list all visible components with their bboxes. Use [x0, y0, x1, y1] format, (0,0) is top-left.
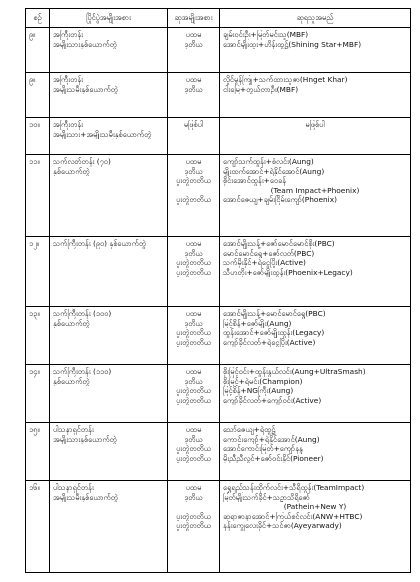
table-row	[26, 423, 411, 481]
row-number: ၉။	[26, 28, 50, 73]
event-name-line: သက်ကြီးတန်း (၉၀) နှစ်ယောက်တွဲ	[53, 239, 147, 248]
winner-cell	[220, 237, 411, 307]
row-number: ၁၃။	[26, 307, 50, 365]
event-cell	[50, 118, 168, 155]
winner-name: ထွန်းအောင်+ဇော်မျိုးထွန်း(Legacy)	[223, 328, 325, 338]
place-label: ပထမ	[185, 309, 202, 318]
place-cell	[168, 28, 220, 73]
place-label: ပူးတွဲတတိယ	[176, 395, 211, 405]
winner-name: စိုးမြင့်+ရဲမင်း(Champion)	[223, 376, 303, 386]
place-label: ပူးတွဲတတိယ	[176, 328, 211, 338]
event-name-line: အကြီးတန်း	[53, 30, 84, 39]
place-cell	[168, 365, 220, 423]
event-cell	[50, 307, 168, 365]
winner-name: ကောင်းကျော်+ရဲနိုင်အောင်(Aung)	[223, 434, 320, 444]
event-name-line: အမျိုးသမီးနှစ်ယောက်တွဲ	[53, 84, 118, 94]
winner-cell	[220, 365, 411, 423]
winner-cell	[220, 481, 411, 573]
results-table	[25, 8, 411, 573]
row-number: ၁၆။	[26, 481, 50, 573]
winner-cell	[220, 73, 411, 118]
place-label: ပထမ	[185, 425, 202, 434]
table-row	[26, 118, 411, 155]
place-label: ပူးတွဲတတိယ	[176, 444, 211, 454]
winner-name: အောင်မျိုးထူး+ဟိန်းထွဋ်(Shining Star+MBF)	[223, 39, 362, 49]
table-row	[26, 481, 411, 573]
header-place: ဆုအမျိုးအစား	[168, 9, 220, 28]
place-cell	[168, 307, 220, 365]
winner-name: ငါးမြေ+တွယ်တာဦး(MBF)	[223, 84, 299, 94]
winner-name: လှိုင်မွန်ကြူ+သက်ထားသူဇာ(Hnget Khar)	[223, 75, 348, 84]
place-cell	[168, 237, 220, 307]
place-label: ပူးတွဲတတိယ	[176, 386, 211, 396]
winner-cell	[220, 118, 411, 155]
winner-name: ကျော်ခိုင်လတ်+ရဲငွေပြိုး(Active)	[223, 337, 316, 347]
place-label: ပူးတွဲတတိယ	[176, 521, 211, 531]
event-name-line: အမျိုးသားနှစ်ယောက်တွဲ	[53, 434, 117, 444]
table-row	[26, 155, 411, 237]
place-label: ဒုတိယ	[184, 434, 203, 444]
header-no: စဉ်	[26, 9, 50, 28]
winner-name: စိုးမြင့်ဝင်း+ထွန်းနွယ်လင်း(Aung+UltraSmash)	[223, 367, 366, 376]
winner-name: အောင်မျိုးသန့်+ဇော်မောင်မောင်စိုး(PBC)	[223, 239, 335, 248]
place-label: ဒုတိယ	[184, 318, 203, 328]
place-label: ဒုတိယ	[184, 376, 203, 386]
event-name-line: သက်ကြီးတန်း (၁၀၀)	[53, 309, 112, 318]
winner-name: အောင်မျိုးသန့်+မောင်မောင်ရွေ(PBC)	[223, 309, 326, 318]
winner-name: အောင်ဇေယျ+ချမ်းငြိမ်းကျော်(Phoenix)	[223, 195, 337, 205]
winner-name: အောင်ကောင်းမြတ်+ကျော်နန္ဒ	[223, 444, 303, 454]
event-name-line: သက်လတ်တန်း (၇၀)	[53, 157, 111, 166]
table-row	[26, 307, 411, 365]
place-label: ပူးတွဲတတိယ	[176, 267, 211, 277]
place-label: ပူးတွဲတတိယ	[176, 511, 211, 521]
place-label: ပူးတွဲတတိယ	[176, 258, 211, 268]
winner-name: ကျော်ခိုင်လတ်+ကျော်ဝင်း(Active)	[223, 395, 322, 405]
place-label	[171, 186, 216, 196]
place-cell	[168, 155, 220, 237]
place-label: ဒုတိယ	[184, 39, 203, 49]
winner-name: စိုင်းအောင်ထွန်း+ဝေခန်	[223, 176, 286, 186]
event-name-line: အမျိုးသမီးနှစ်ယောက်တွဲ	[53, 492, 118, 502]
winner-name: ရွှေရည်သန်းထိုက်လင်း+သီရိထွန်း(TeamImpact)	[223, 483, 365, 492]
winner-name: နန်းကျွေလေးခိုင်+သင်ဇာ(Ayeyarwady)	[223, 521, 342, 531]
winner-name: ကျော်သက်ထွန်း+စံလင်း(Aung)	[223, 157, 314, 166]
place-label: ဒုတိယ	[184, 84, 203, 94]
place-label: ပထမ	[185, 483, 202, 492]
place-label: ပူးတွဲတတိယ	[176, 337, 211, 347]
event-name-line: နှစ်ယောက်တွဲ	[53, 318, 90, 328]
table-row	[26, 28, 411, 73]
event-cell	[50, 73, 168, 118]
place-cell	[168, 481, 220, 573]
winner-name: မြင့်စိန်+NGကြီး(Aung)	[223, 386, 294, 396]
place-label: ပထမ	[185, 239, 202, 248]
event-name-line: နှစ်ယောက်တွဲ	[53, 166, 90, 176]
winner-name: သက်မိုးနိုင်+ရဲငွေပြိုး(Active)	[223, 258, 306, 268]
winner-name: မိုးညီညီလွင်+ဇော်ဝင်းနိုင်(Pioneer)	[223, 453, 324, 463]
winner-name: ဆုရာဇာနာအောင်+ကြယ်စင်လင်း(ANW+HTBC)	[223, 511, 363, 521]
place-label: ဒုတိယ	[184, 166, 203, 176]
place-label: ပထမ	[185, 30, 202, 39]
place-label: ပထမ	[185, 75, 202, 84]
event-cell	[50, 365, 168, 423]
winner-name: မျိုးထက်အောင်+ရဲနိုင်အောင်(Aung)	[223, 166, 325, 176]
winner-name: ချမ်းဝင်းဦး+မြတ်မင်းသူ(MBF)	[223, 30, 309, 39]
event-name-line: အကြီးတန်း	[53, 120, 84, 129]
row-number: ၁၂။	[26, 237, 50, 307]
winner-name: မြင့်စိန်+ဇော်မျိုး(Aung)	[223, 318, 292, 328]
row-number: ၁၀။	[26, 118, 50, 155]
event-cell	[50, 237, 168, 307]
event-cell	[50, 155, 168, 237]
winner-name: (Pathein+New Y)	[283, 502, 347, 512]
table-row	[26, 237, 411, 307]
event-cell	[50, 423, 168, 481]
winner-name: (Team Impact+Phoenix)	[270, 185, 360, 195]
event-name-line: ပါသနာရှင်တန်း	[53, 425, 94, 434]
place-label: ပထမ	[185, 367, 202, 376]
place-cell	[168, 118, 220, 155]
row-number: ၁၄။	[26, 365, 50, 423]
place-label: ဒုတိယ	[184, 248, 203, 258]
row-number: ၁၁။	[26, 155, 50, 237]
event-name-line: သက်ကြီးတန်း (၁၁၀)	[53, 367, 112, 376]
table-row	[26, 73, 411, 118]
place-label: ပူးတွဲတတိယ	[176, 176, 211, 186]
winner-cell	[220, 28, 411, 73]
event-name-line: အကြီးတန်း	[53, 75, 84, 84]
header-winner: ဆုရသူအမည်	[220, 9, 411, 28]
place-cell	[168, 423, 220, 481]
place-cell	[168, 73, 220, 118]
winner-cell	[220, 307, 411, 365]
place-label: ဒုတိယ	[184, 492, 203, 502]
row-number: ၉။	[26, 73, 50, 118]
place-label: ပူးတွဲတတိယ	[176, 453, 211, 463]
table-row	[26, 365, 411, 423]
event-name-line: နှစ်ယောက်တွဲ	[53, 376, 90, 386]
event-cell	[50, 481, 168, 573]
event-name-line: အမျိုးသားနှစ်ယောက်တွဲ	[53, 39, 117, 49]
place-label: ပူးတွဲတတိယ	[176, 195, 211, 205]
place-label: မဖြစ်ပါ	[183, 120, 204, 129]
row-number: ၁၅။	[26, 423, 50, 481]
header-row	[26, 9, 411, 28]
event-cell	[50, 28, 168, 73]
place-label	[171, 502, 216, 512]
winner-cell	[220, 423, 411, 481]
event-name-line: ပါသနာရှင်တန်း	[53, 483, 94, 492]
winner-name: သော်ဇေယျ+ရဲထွဋ်	[223, 425, 276, 434]
winner-cell	[220, 155, 411, 237]
header-event: ပြိုင်ပွဲအမျိုးအစား	[50, 9, 168, 28]
winner-name: မြတ်မျိုးသက်ခိုင်+သဉ္ဇာသိရိဇော်	[223, 492, 310, 502]
winner-name: မဖြစ်ပါ	[305, 120, 325, 129]
winner-name: သီဟတိုး+ဇော်မျိုးထွန်း(Phoenix+Legacy)	[223, 267, 353, 277]
place-label: ပထမ	[185, 157, 202, 166]
event-name-line: အမျိုးသား+အမျိုးသမီးနှစ်ယောက်တွဲ	[53, 129, 152, 139]
winner-name: မောင်မောင်ရွေ+ဇော်လတ်(PBC)	[223, 248, 315, 258]
